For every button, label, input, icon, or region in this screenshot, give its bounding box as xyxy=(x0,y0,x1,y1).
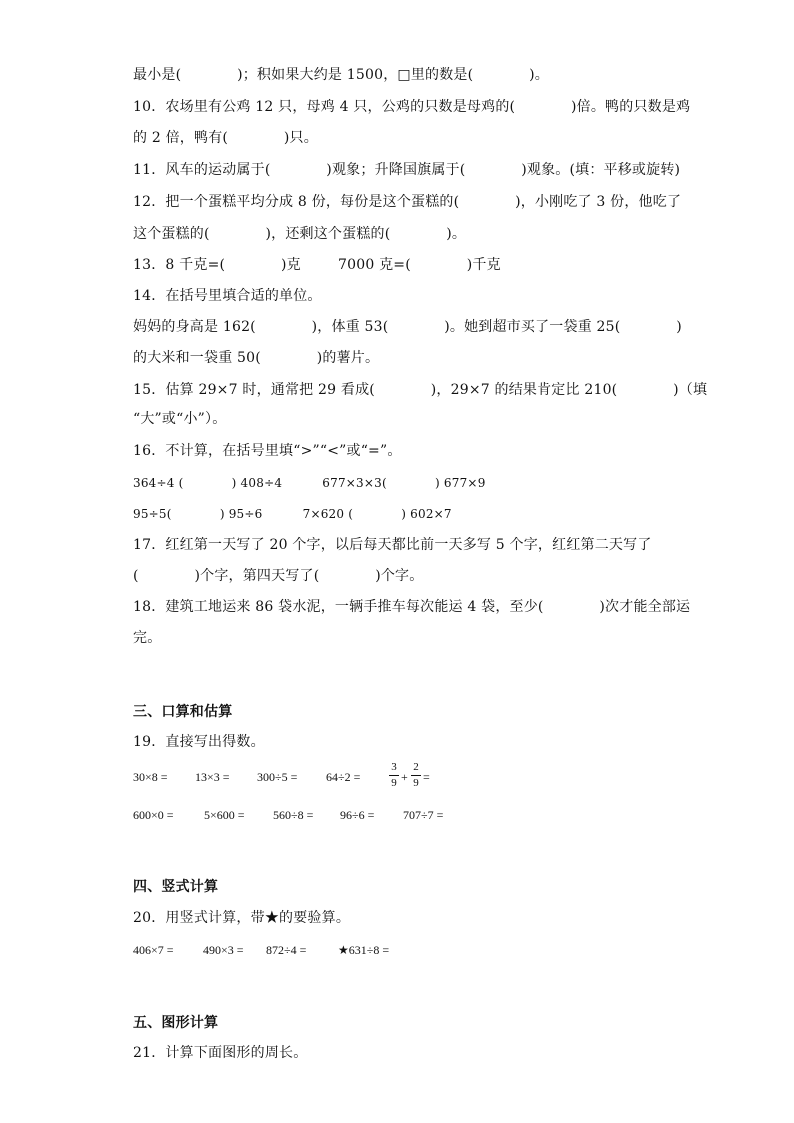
vertical-item: 406×7 = xyxy=(133,943,174,957)
vertical-item: 872÷4 = xyxy=(266,943,307,957)
vertical-item: 490×3 = xyxy=(203,943,244,957)
question-16-row1: 364÷4 ( ) 408÷4 677×3×3( ) 677×9 xyxy=(133,476,486,490)
oral-item: 96÷6 = xyxy=(340,808,375,822)
question-17-line2: ( )个字，第四天写了( )个字。 xyxy=(133,568,424,584)
oral-item: 560÷8 = xyxy=(273,808,314,822)
oral-item: 64÷2 = xyxy=(326,770,361,784)
question-13: 13．8 千克=( )克 7000 克=( )千克 xyxy=(133,257,501,273)
question-18-line1: 18．建筑工地运来 86 袋水泥，一辆手推车每次能运 4 袋，至少( )次才能全部运 xyxy=(133,599,691,615)
line-q9-end: 最小是( )；积如果大约是 1500，□里的数是( )。 xyxy=(133,67,549,83)
question-14-line2: 的大米和一袋重 50( )的薯片。 xyxy=(133,350,380,366)
question-18-line2: 完。 xyxy=(133,630,162,646)
question-21: 21．计算下面图形的周长。 xyxy=(133,1045,308,1061)
question-16-row2: 95÷5( ) 95÷6 7×620 ( ) 602×7 xyxy=(133,507,452,521)
fraction-a-numerator: 3 xyxy=(391,761,397,773)
question-16: 16．不计算，在括号里填“>”“<”或“=”。 xyxy=(133,443,402,459)
section-4-heading: 四、竖式计算 xyxy=(133,879,219,895)
question-10-line2: 的 2 倍，鸭有( )只。 xyxy=(133,130,318,146)
question-17-line1: 17．红红第一天写了 20 个字，以后每天都比前一天多写 5 个字，红红第二天写了 xyxy=(133,537,652,553)
question-15-line1: 15．估算 29×7 时，通常把 29 看成( )，29×7 的结果肯定比 210( )（填 xyxy=(133,382,708,398)
question-15-line2: “大”或“小”）。 xyxy=(133,411,227,427)
fraction-equals: = xyxy=(423,770,430,784)
oral-item: 600×0 = xyxy=(133,808,174,822)
oral-item: 5×600 = xyxy=(204,808,245,822)
question-12-line1: 12．把一个蛋糕平均分成 8 份，每份是这个蛋糕的( )，小刚吃了 3 份，他吃了 xyxy=(133,194,682,210)
oral-item: 300÷5 = xyxy=(257,770,298,784)
oral-item: 707÷7 = xyxy=(403,808,444,822)
section-5-heading: 五、图形计算 xyxy=(133,1015,219,1031)
vertical-item: ★631÷8 = xyxy=(338,943,390,957)
oral-item: 13×3 = xyxy=(195,770,230,784)
oral-item: 30×8 = xyxy=(133,770,168,784)
fraction-b-numerator: 2 xyxy=(413,761,419,773)
question-20: 20．用竖式计算，带★的要验算。 xyxy=(133,910,351,926)
question-14-line1: 妈妈的身高是 162( )，体重 53( )。她到超市买了一袋重 25( ) xyxy=(133,319,682,335)
question-14: 14．在括号里填合适的单位。 xyxy=(133,288,322,304)
fraction-a-denominator: 9 xyxy=(391,777,397,789)
fraction-b-denominator: 9 xyxy=(413,777,419,789)
fraction-plus: + xyxy=(401,770,408,784)
fraction-a-bar xyxy=(389,775,399,776)
fraction-b-bar xyxy=(411,775,421,776)
question-19: 19．直接写出得数。 xyxy=(133,734,265,750)
section-3-heading: 三、口算和估算 xyxy=(133,704,233,720)
question-10-line1: 10．农场里有公鸡 12 只，母鸡 4 只，公鸡的只数是母鸡的( )倍。鸭的只数是鸡 xyxy=(133,99,691,115)
question-11: 11．风车的运动属于( )观象；升降国旗属于( )观象。(填：平移或旋转) xyxy=(133,162,681,178)
question-12-line2: 这个蛋糕的( )，还剩这个蛋糕的( )。 xyxy=(133,226,467,242)
